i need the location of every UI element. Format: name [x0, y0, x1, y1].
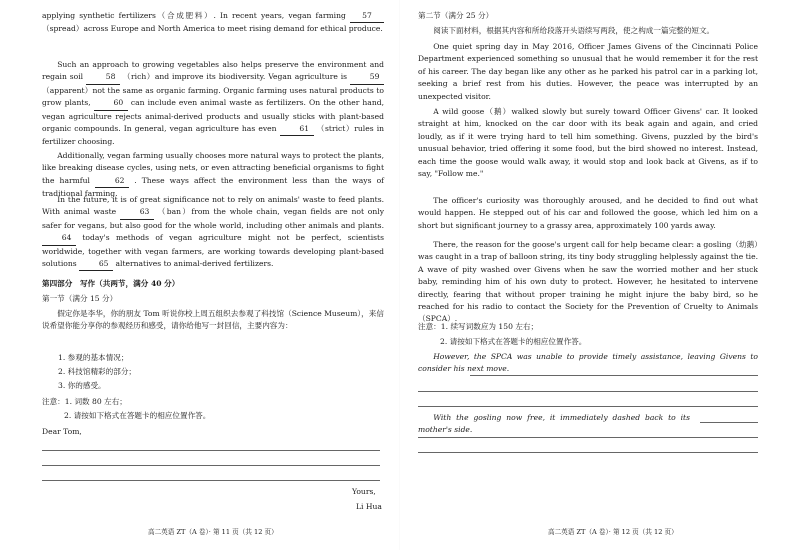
section2-title: 第二节（满分 25 分）	[418, 11, 494, 20]
p4-text-c: today's methods of vegan agriculture might not be perfect, scientists worldwide, together with vegan farmers, are working towards developing plant-based solutions	[42, 233, 385, 269]
story-paragraph-3: The officer's curiosity was thoroughly aroused, and he decided to find out what would happen. He stepped out of his car and followed the goose, which led him on a short but significant journey to a grassy area, approximately 100 yards away.	[418, 196, 758, 230]
writing-line[interactable]	[418, 391, 758, 392]
blank-58[interactable]: 58	[86, 71, 120, 84]
page-footer: 高二英语 ZT（A 卷）· 第 12 页（共 12 页）	[548, 528, 678, 536]
blank-61[interactable]: 61	[280, 123, 314, 136]
paragraph-starter-2: With the gosling now free, it immediately dashed back to its mother's side.	[418, 413, 690, 435]
p3-text-a: Additionally, vegan farming usually chooses more natural ways to protect the plants, like breaking disease cycles, using nets, or even attracting beneficial organisms to fight the harmful	[42, 151, 384, 185]
paragraph-starter-1: However, the SPCA was unable to provide timely assistance, leaving Givens to consider his next move.	[418, 352, 758, 374]
p1-text-a: applying synthetic fertilizers（合成肥料）. In recent years, vegan farming	[42, 11, 346, 20]
p2-text-c: （apparent）not the same as organic farming. Organic farming uses natural products to grow plants,	[42, 85, 384, 108]
note-2: 2. 请按如下格式在答题卡的相应位置作答。	[440, 337, 587, 346]
part4-title: 第四部分 写作（共两节，满分 40 分）	[42, 279, 180, 288]
writing-line[interactable]	[470, 375, 758, 376]
section2-instruction: 阅读下面材料，根据其内容和所给段落开头语续写两段，使之构成一篇完整的短文。	[433, 26, 715, 35]
blank-57[interactable]: 57	[350, 10, 384, 23]
item-3: 3. 你的感受。	[58, 381, 106, 390]
story-paragraph-2: A wild goose（鹅）walked slowly but surely toward Officer Givens' car. It looked straight at him, knocked on the car door with its beak again and again, and cried loudly, as if it were trying hard to tell him something. Givens, puzzled by the bird's unusual behavior, tried offering it some food, but the bird showed no interest. Instead, each time the goose would walk away, it would stop and look back at Givens, as if to say, "Follow me."	[418, 107, 758, 179]
note-2: 2. 请按如下格式在答题卡的相应位置作答。	[64, 411, 211, 420]
writing-line[interactable]	[700, 422, 758, 423]
blank-64[interactable]: 64	[42, 232, 76, 245]
section1-title: 第一节（满分 15 分）	[42, 294, 118, 303]
writing-line[interactable]	[418, 406, 758, 407]
section1-prompt: 假定你是李华，你的朋友 Tom 听说你校上周五组织去参观了科技馆（Science Museum），来信说希望你能分享你的参观经历和感受，请你给他写一封回信，主要内容为：	[42, 309, 384, 331]
note-1: 注意：1. 续写词数应为 150 左右；	[418, 322, 539, 331]
signature: Li Hua	[356, 502, 382, 511]
p4-text-a: In the future, it is of great significance not to rely on animals' waste to feed plants. With animal waste	[42, 195, 384, 217]
p4-text-b: （ban）from the whole chain, vegan fields are not only safer for vegans, but also good for the whole world, including other animals and plants.	[42, 207, 384, 230]
item-1: 1. 参观的基本情况；	[58, 353, 129, 362]
story-paragraph-1: One quiet spring day in May 2016, Officer James Givens of the Cincinnati Police Department experienced something so unusual that he would remember it for the rest of his career. The day began like any other as he parked his patrol car in a parking lot, seeking a brief rest from his duties. However, the peace was interrupted by an unexpected visitor.	[418, 42, 758, 101]
blank-65[interactable]: 65	[79, 258, 113, 271]
blank-62[interactable]: 62	[95, 175, 129, 188]
writing-line[interactable]	[418, 452, 758, 453]
item-2: 2. 科技馆精彩的部分；	[58, 367, 137, 376]
blank-60[interactable]: 60	[94, 97, 128, 110]
blank-63[interactable]: 63	[120, 206, 154, 219]
page-footer: 高二英语 ZT（A 卷）· 第 11 页（共 12 页）	[148, 528, 278, 536]
p4-text-d: alternatives to animal-derived fertilizers.	[115, 259, 274, 269]
p2-text-e: （strict）rules in fertilizer choosing.	[42, 124, 385, 147]
greeting: Dear Tom,	[42, 427, 82, 436]
story-paragraph-4: There, the reason for the goose's urgent call for help became clear: a gosling（幼鹅）was caught in a trap of balloon string, its tiny body struggling helplessly against the tie. A wave of pity washed over Givens when he saw the worried mother and her stuck baby, reminding him of his own duty to protect. However, he hesitated to intervene directly, fearing that without proper training he might injure the baby bird, so he reached for his radio to contact the Society for the Prevention of Cruelty to Animals（SPCA）.	[418, 240, 758, 324]
p2-text-b: （rich）and improve its biodiversity. Vegan agriculture is	[122, 72, 348, 82]
closing: Yours,	[352, 487, 376, 496]
note-1: 注意：1. 词数 80 左右；	[42, 397, 127, 406]
p3-text-b: . These ways affect the environment less than the ways of traditional farming.	[42, 175, 384, 199]
writing-line[interactable]	[418, 437, 758, 438]
blank-59[interactable]: 59	[350, 71, 384, 84]
p2-text-d: can include even animal waste as fertilizers. On the other hand, vegan agriculture rejects animal-derived products and usually sticks with plant-based organic compounds. In general, vegan agriculture has even	[42, 98, 385, 134]
p2-text-a: Such an approach to growing vegetables also helps preserve the environment and regain soil	[42, 60, 384, 82]
p1-text-b: （spread）across Europe and North America to meet rising demand for ethical produce.	[42, 24, 383, 34]
